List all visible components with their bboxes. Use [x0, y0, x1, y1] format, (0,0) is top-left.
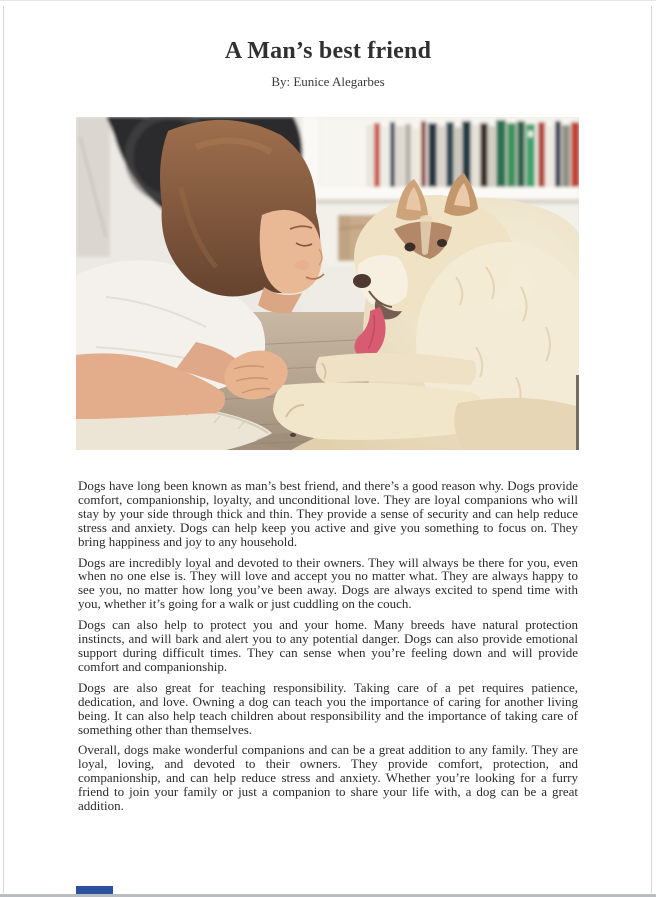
paragraph-3: Dogs can also help to protect you and your home. Many breeds have natural protection instincts, and will bark and alert you to any potential danger. Dogs can also provide emotional support during difficult times. They can sense when you’re feeling down and will provide comfort and companionship. [78, 617, 578, 674]
photo-warm-overlay [76, 117, 579, 450]
article-photo [76, 117, 579, 450]
page-edge-top [0, 0, 656, 1]
paragraph-4: Dogs are also great for teaching responsibility. Taking care of a pet requires patience, dedication, and love. Owning a dog can teach you the importance of caring for another living being. It can also help teach children about responsibility and the importance of taking care of something other than themselves. [78, 679, 578, 737]
paragraph-2: Dogs are incredibly loyal and devoted to their owners. They will always be there for you, even when no one else is. They will love and accept you no matter what. They are always happy to see you, no matter how long you’ve been away. Dogs are always excited to spend time with you, whether it’s going for a walk or just cuddling on the couch. [78, 554, 578, 612]
paragraph-5: Overall, dogs make wonderful companions and can be a great addition to any family. They are loyal, loving, and devoted to their owners. They provide comfort, protection, and companionship, and can help reduce stress and anxiety. Whether you’re looking for a furry friend to join your family or just a companion to share your life with, a dog can be a great addition. [78, 742, 578, 814]
page-edge-left [3, 6, 4, 893]
document-header [0, 0, 656, 90]
page-edge-right [651, 6, 652, 893]
page-title: A Man’s best friend [224, 38, 432, 64]
photo-illustration [76, 117, 579, 450]
byline: By: Eunice Alegarbes [271, 74, 385, 89]
article-body [78, 479, 578, 813]
paragraph-1: Dogs have long been known as man’s best friend, and there’s a good reason why. Dogs provide comfort, companionship, loyalty, and unconditional love. They are loyal companions who will stay by your side through thick and thin. They provide a sense of security and can help reduce stress and anxiety. Dogs can help keep you active and give you something to focus on. They bring happiness and joy to any household. [78, 478, 578, 549]
